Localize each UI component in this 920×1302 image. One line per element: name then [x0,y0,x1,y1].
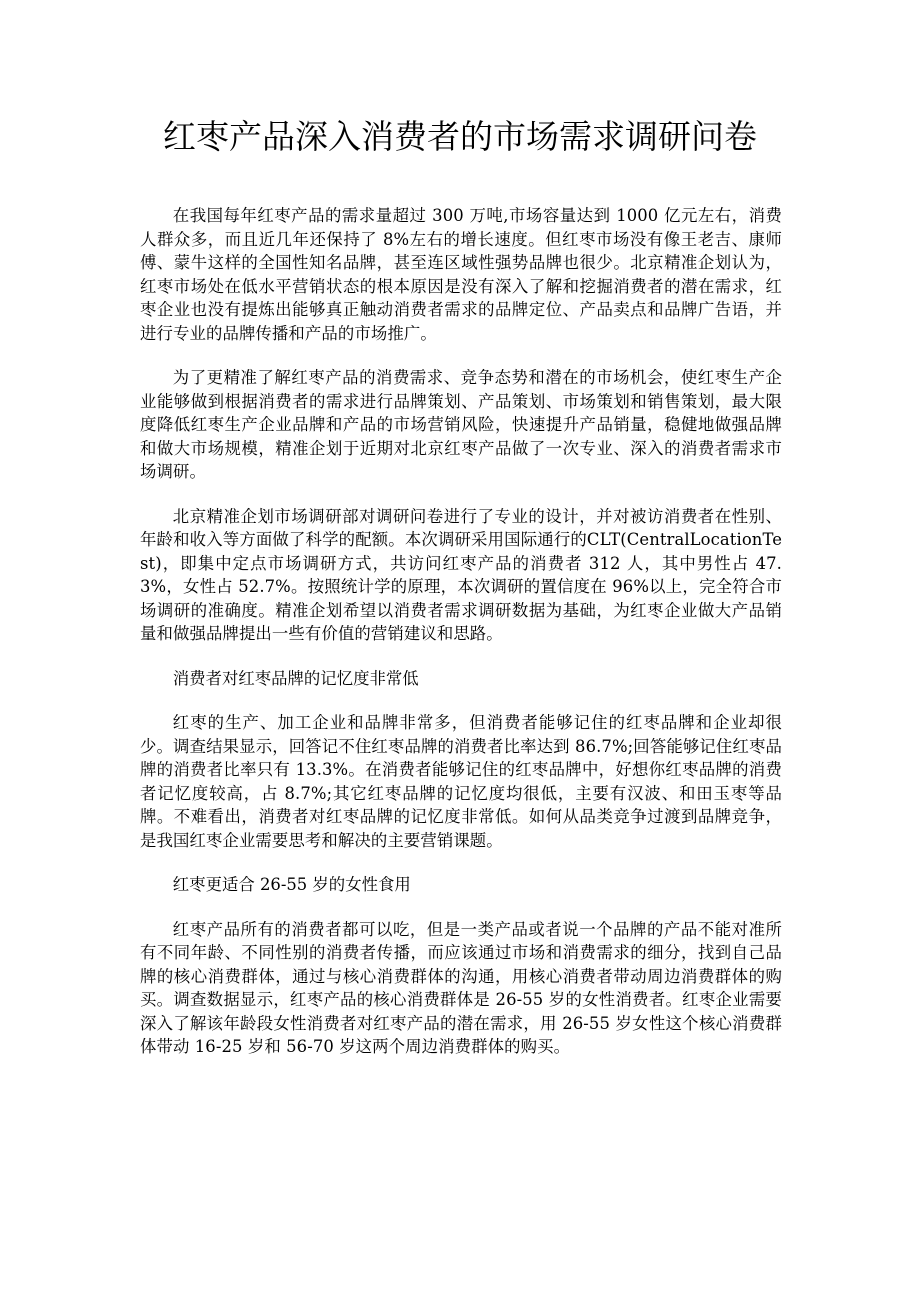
intro-paragraph-2: 为了更精准了解红枣产品的消费需求、竞争态势和潜在的市场机会，使红枣生产企业能够做到根据消费者的需求进行品牌策划、产品策划、市场策划和销售策划，最大限度降低红枣生产企业品牌和产品的市场营销风险，快速提升产品销量，稳健地做强品牌和做大市场规模，精准企划于近期对北京红枣产品做了一次专业、深入的消费者需求市场调研。 [140,368,782,481]
document-body [140,204,782,1080]
intro-paragraph-3: 北京精准企划市场调研部对调研问卷进行了专业的设计，并对被访消费者在性别、年龄和收入等方面做了科学的配额。本次调研采用国际通行的CLT(CentralLocationTest)，即集中定点市场调研方式，共访问红枣产品的消费者 312 人，其中男性占 47.3%，女性占 52.7%。按照统计学的原理，本次调研的置信度在 96%以上，完全符合市场调研的准确度。精准企划希望以消费者需求调研数据为基础，为红枣企业做大产品销量和做强品牌提出一些有价值的营销建议和思路。 [140,506,782,643]
section-heading-brand-memory: 消费者对红枣品牌的记忆度非常低 [172,668,419,688]
section-paragraph-target-group: 红枣产品所有的消费者都可以吃，但是一类产品或者说一个品牌的产品不能对准所有不同年龄、不同性别的消费者传播，而应该通过市场和消费需求的细分，找到自己品牌的核心消费群体，通过与核心消费群体的沟通，用核心消费者带动周边消费群体的购买。调查数据显示，红枣产品的核心消费群体是 26-55 岁的女性消费者。红枣企业需要深入了解该年龄段女性消费者对红枣产品的潜在需求，用 26-55 岁女性这个核心消费群体带动 16-25 岁和 56-70 岁这两个周边消费群体的购买。 [140,919,782,1056]
document-title: 红枣产品深入消费者的市场需求调研问卷 [163,117,757,156]
section-heading-target-group: 红枣更适合 26-55 岁的女性食用 [172,875,411,894]
section-paragraph-brand-memory: 红枣的生产、加工企业和品牌非常多，但消费者能够记住的红枣品牌和企业却很少。调查结果显示，回答记不住红枣品牌的消费者比率达到 86.7%;回答能够记住红枣品牌的消费者比率只有 13.3%。在消费者能够记住的红枣品牌中，好想你红枣品牌的消费者记忆度较高，占 8.7%;其它红枣品牌的记忆度均很低，主要有汉波、和田玉枣等品牌。不难看出，消费者对红枣品牌的记忆度非常低。如何从品类竞争过渡到品牌竞争，是我国红枣企业需要思考和解决的主要营销课题。 [140,713,782,850]
intro-paragraph-1: 在我国每年红枣产品的需求量超过 300 万吨,市场容量达到 1000 亿元左右，消费人群众多，而且近几年还保持了 8%左右的增长速度。但红枣市场没有像王老吉、康师傅、蒙牛这样的全国性知名品牌，甚至连区域性强势品牌也很少。北京精准企划认为，红枣市场处在低水平营销状态的根本原因是没有深入了解和挖掘消费者的潜在需求，红枣企业也没有提炼出能够真正触动消费者需求的品牌定位、产品卖点和品牌广告语，并进行专业的品牌传播和产品的市场推广。 [140,206,782,343]
